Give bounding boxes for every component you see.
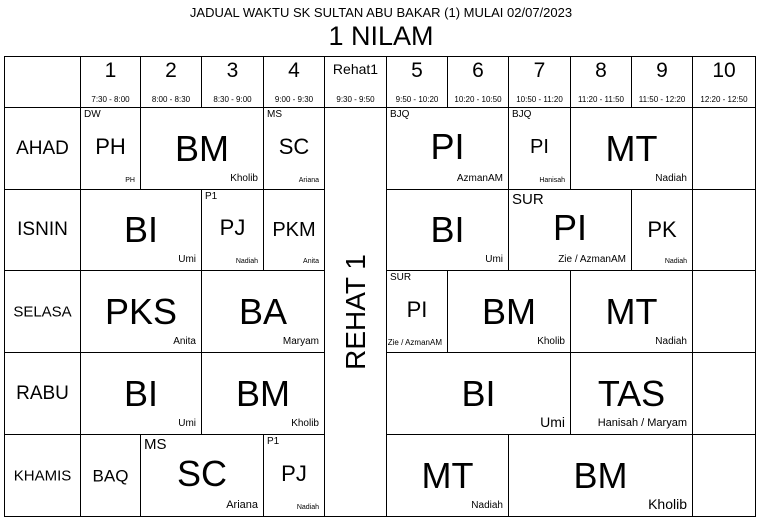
teacher-name: Zie / AzmanAM — [387, 338, 442, 347]
day-label-cell — [4, 189, 81, 271]
day-name: RABU — [16, 382, 69, 404]
teacher-name: Nadiah — [655, 173, 687, 184]
period-number: 4 — [288, 59, 300, 82]
teacher-name: Umi — [178, 418, 196, 429]
period-header — [80, 56, 141, 108]
day-name: ISNIN — [17, 219, 68, 240]
lesson-cell — [201, 352, 325, 435]
teacher-name: Nadiah — [471, 500, 503, 511]
subject-code: SC — [278, 133, 310, 159]
lesson-tag: SUR — [390, 272, 412, 283]
day-label-cell — [4, 107, 81, 190]
teacher-name: Zie / AzmanAM — [558, 254, 626, 265]
subject-code: PKS — [104, 290, 178, 332]
lesson-cell — [201, 189, 264, 271]
subject-code: BM — [236, 372, 290, 414]
period-time: 7:30 - 8:00 — [91, 95, 130, 104]
teacher-name: Nadiah — [664, 258, 687, 265]
period-header — [692, 56, 756, 108]
teacher-name: Hanisah — [539, 177, 565, 184]
class-name: 1 NILAM — [328, 21, 434, 51]
period-number: 7 — [533, 59, 546, 82]
subject-code: PKM — [272, 219, 316, 241]
lesson-cell — [80, 434, 141, 517]
teacher-name: PH — [125, 177, 135, 184]
period-number: 10 — [712, 59, 736, 82]
lesson-cell — [447, 270, 571, 353]
lesson-tag: BJQ — [512, 109, 532, 120]
subject-code: MT — [605, 290, 658, 332]
lesson-tag: MS — [144, 436, 167, 453]
lesson-cell — [80, 189, 202, 271]
period-header — [324, 56, 387, 108]
lesson-cell — [570, 107, 693, 190]
period-header — [508, 56, 571, 108]
day-name: AHAD — [16, 137, 69, 159]
teacher-name: Maryam — [282, 336, 319, 347]
teacher-name: Nadiah — [655, 336, 687, 347]
subject-code: PI — [552, 207, 587, 249]
teacher-name: Umi — [178, 254, 196, 265]
lesson-cell — [140, 107, 264, 190]
period-number: 6 — [472, 59, 484, 82]
lesson-cell — [201, 270, 325, 353]
lesson-cell — [386, 189, 509, 271]
period-time: 10:50 - 11:20 — [516, 95, 563, 104]
period-number: 5 — [411, 59, 423, 82]
teacher-name: Kholib — [230, 173, 258, 184]
subject-code: BI — [123, 372, 158, 414]
teacher-name: Umi — [485, 254, 503, 265]
period-header — [447, 56, 509, 108]
period-header — [263, 56, 325, 108]
period-time: 11:50 - 12:20 — [638, 95, 686, 104]
day-label-cell — [4, 434, 81, 517]
period-time: 10:20 - 10:50 — [454, 95, 502, 104]
lesson-cell — [140, 434, 264, 517]
period-time: 9:30 - 9:50 — [336, 95, 375, 104]
period-number: 2 — [165, 59, 177, 82]
lesson-tag: P1 — [205, 191, 218, 202]
day-name: SELASA — [13, 303, 72, 320]
period-time: 9:00 - 9:30 — [274, 95, 314, 104]
period-time: 8:00 - 8:30 — [151, 95, 191, 104]
lesson-cell — [508, 189, 632, 271]
lesson-cell — [386, 434, 509, 517]
subject-code: MT — [605, 127, 658, 169]
teacher-name: Anita — [303, 258, 319, 265]
lesson-cell — [80, 270, 202, 353]
subject-code: BA — [238, 290, 288, 332]
lesson-tag: DW — [84, 109, 101, 120]
period-number: 8 — [595, 59, 607, 82]
lesson-cell — [386, 270, 448, 353]
lesson-tag: MS — [267, 109, 282, 120]
period-number: Rehat1 — [332, 61, 379, 77]
lesson-cell — [263, 434, 325, 517]
period-header — [631, 56, 693, 108]
subject-code: SC — [176, 452, 227, 494]
lesson-cell — [631, 189, 693, 271]
subject-code: PI — [406, 296, 428, 322]
rehat-label: REHAT 1 — [339, 254, 371, 370]
lesson-cell — [386, 352, 571, 435]
lesson-cell — [80, 107, 141, 190]
corner-cell — [4, 56, 81, 108]
lesson-cell — [692, 189, 756, 271]
lesson-tag: BJQ — [390, 109, 410, 120]
lesson-cell — [692, 107, 756, 190]
lesson-cell — [508, 107, 571, 190]
subject-code: PI — [530, 135, 549, 158]
lesson-tag: P1 — [267, 436, 280, 447]
teacher-name: Nadiah — [296, 504, 319, 511]
teacher-name: Kholib — [537, 336, 565, 347]
teacher-name: AzmanAM — [456, 173, 503, 184]
period-number: 9 — [656, 59, 668, 82]
teacher-name: Umi — [540, 414, 565, 430]
subject-code: PJ — [219, 215, 246, 241]
subject-code: BI — [461, 372, 496, 414]
subject-code: BM — [482, 290, 536, 332]
period-number: 3 — [226, 59, 239, 82]
subject-code: BI — [123, 209, 158, 250]
period-header — [386, 56, 448, 108]
lesson-cell — [570, 352, 693, 435]
teacher-name: Kholib — [291, 418, 319, 429]
day-name: KHAMIS — [13, 467, 72, 484]
lesson-cell — [692, 434, 756, 517]
period-number: 1 — [104, 59, 117, 82]
lesson-cell — [263, 107, 325, 190]
day-label-cell — [4, 352, 81, 435]
subject-code: MT — [421, 454, 474, 496]
lesson-cell — [80, 352, 202, 435]
period-time: 8:30 - 9:00 — [213, 95, 252, 104]
subject-code: PK — [647, 217, 677, 242]
teacher-name: Ariana — [298, 177, 319, 184]
subject-code: PH — [95, 133, 126, 159]
lesson-cell — [570, 270, 693, 353]
lesson-cell — [692, 352, 756, 435]
subject-code: BI — [430, 209, 465, 250]
subject-code: BAQ — [92, 466, 129, 485]
teacher-name: Nadiah — [235, 258, 258, 265]
period-header — [201, 56, 264, 108]
subject-code: BM — [175, 127, 229, 169]
period-header — [570, 56, 632, 108]
lesson-cell — [692, 270, 756, 353]
subject-code: TAS — [597, 372, 666, 414]
period-header — [140, 56, 202, 108]
lesson-cell — [263, 189, 325, 271]
period-time: 9:50 - 10:20 — [395, 95, 439, 104]
subject-code: BM — [573, 454, 628, 496]
timetable-title: JADUAL WAKTU SK SULTAN ABU BAKAR (1) MULAI 02/07/2023 — [189, 5, 573, 20]
lesson-cell — [508, 434, 693, 517]
teacher-name: Anita — [173, 336, 196, 347]
teacher-name: Hanisah / Maryam — [597, 417, 687, 429]
lesson-tag: SUR — [512, 191, 544, 208]
period-time: 12:20 - 12:50 — [700, 95, 748, 104]
day-label-cell — [4, 270, 81, 353]
teacher-name: Kholib — [648, 496, 687, 512]
rehat-column — [324, 107, 387, 517]
lesson-cell — [386, 107, 509, 190]
subject-code: PI — [430, 125, 465, 167]
period-time: 11:20 - 11:50 — [578, 95, 624, 104]
teacher-name: Ariana — [226, 499, 258, 511]
subject-code: PJ — [281, 460, 307, 486]
